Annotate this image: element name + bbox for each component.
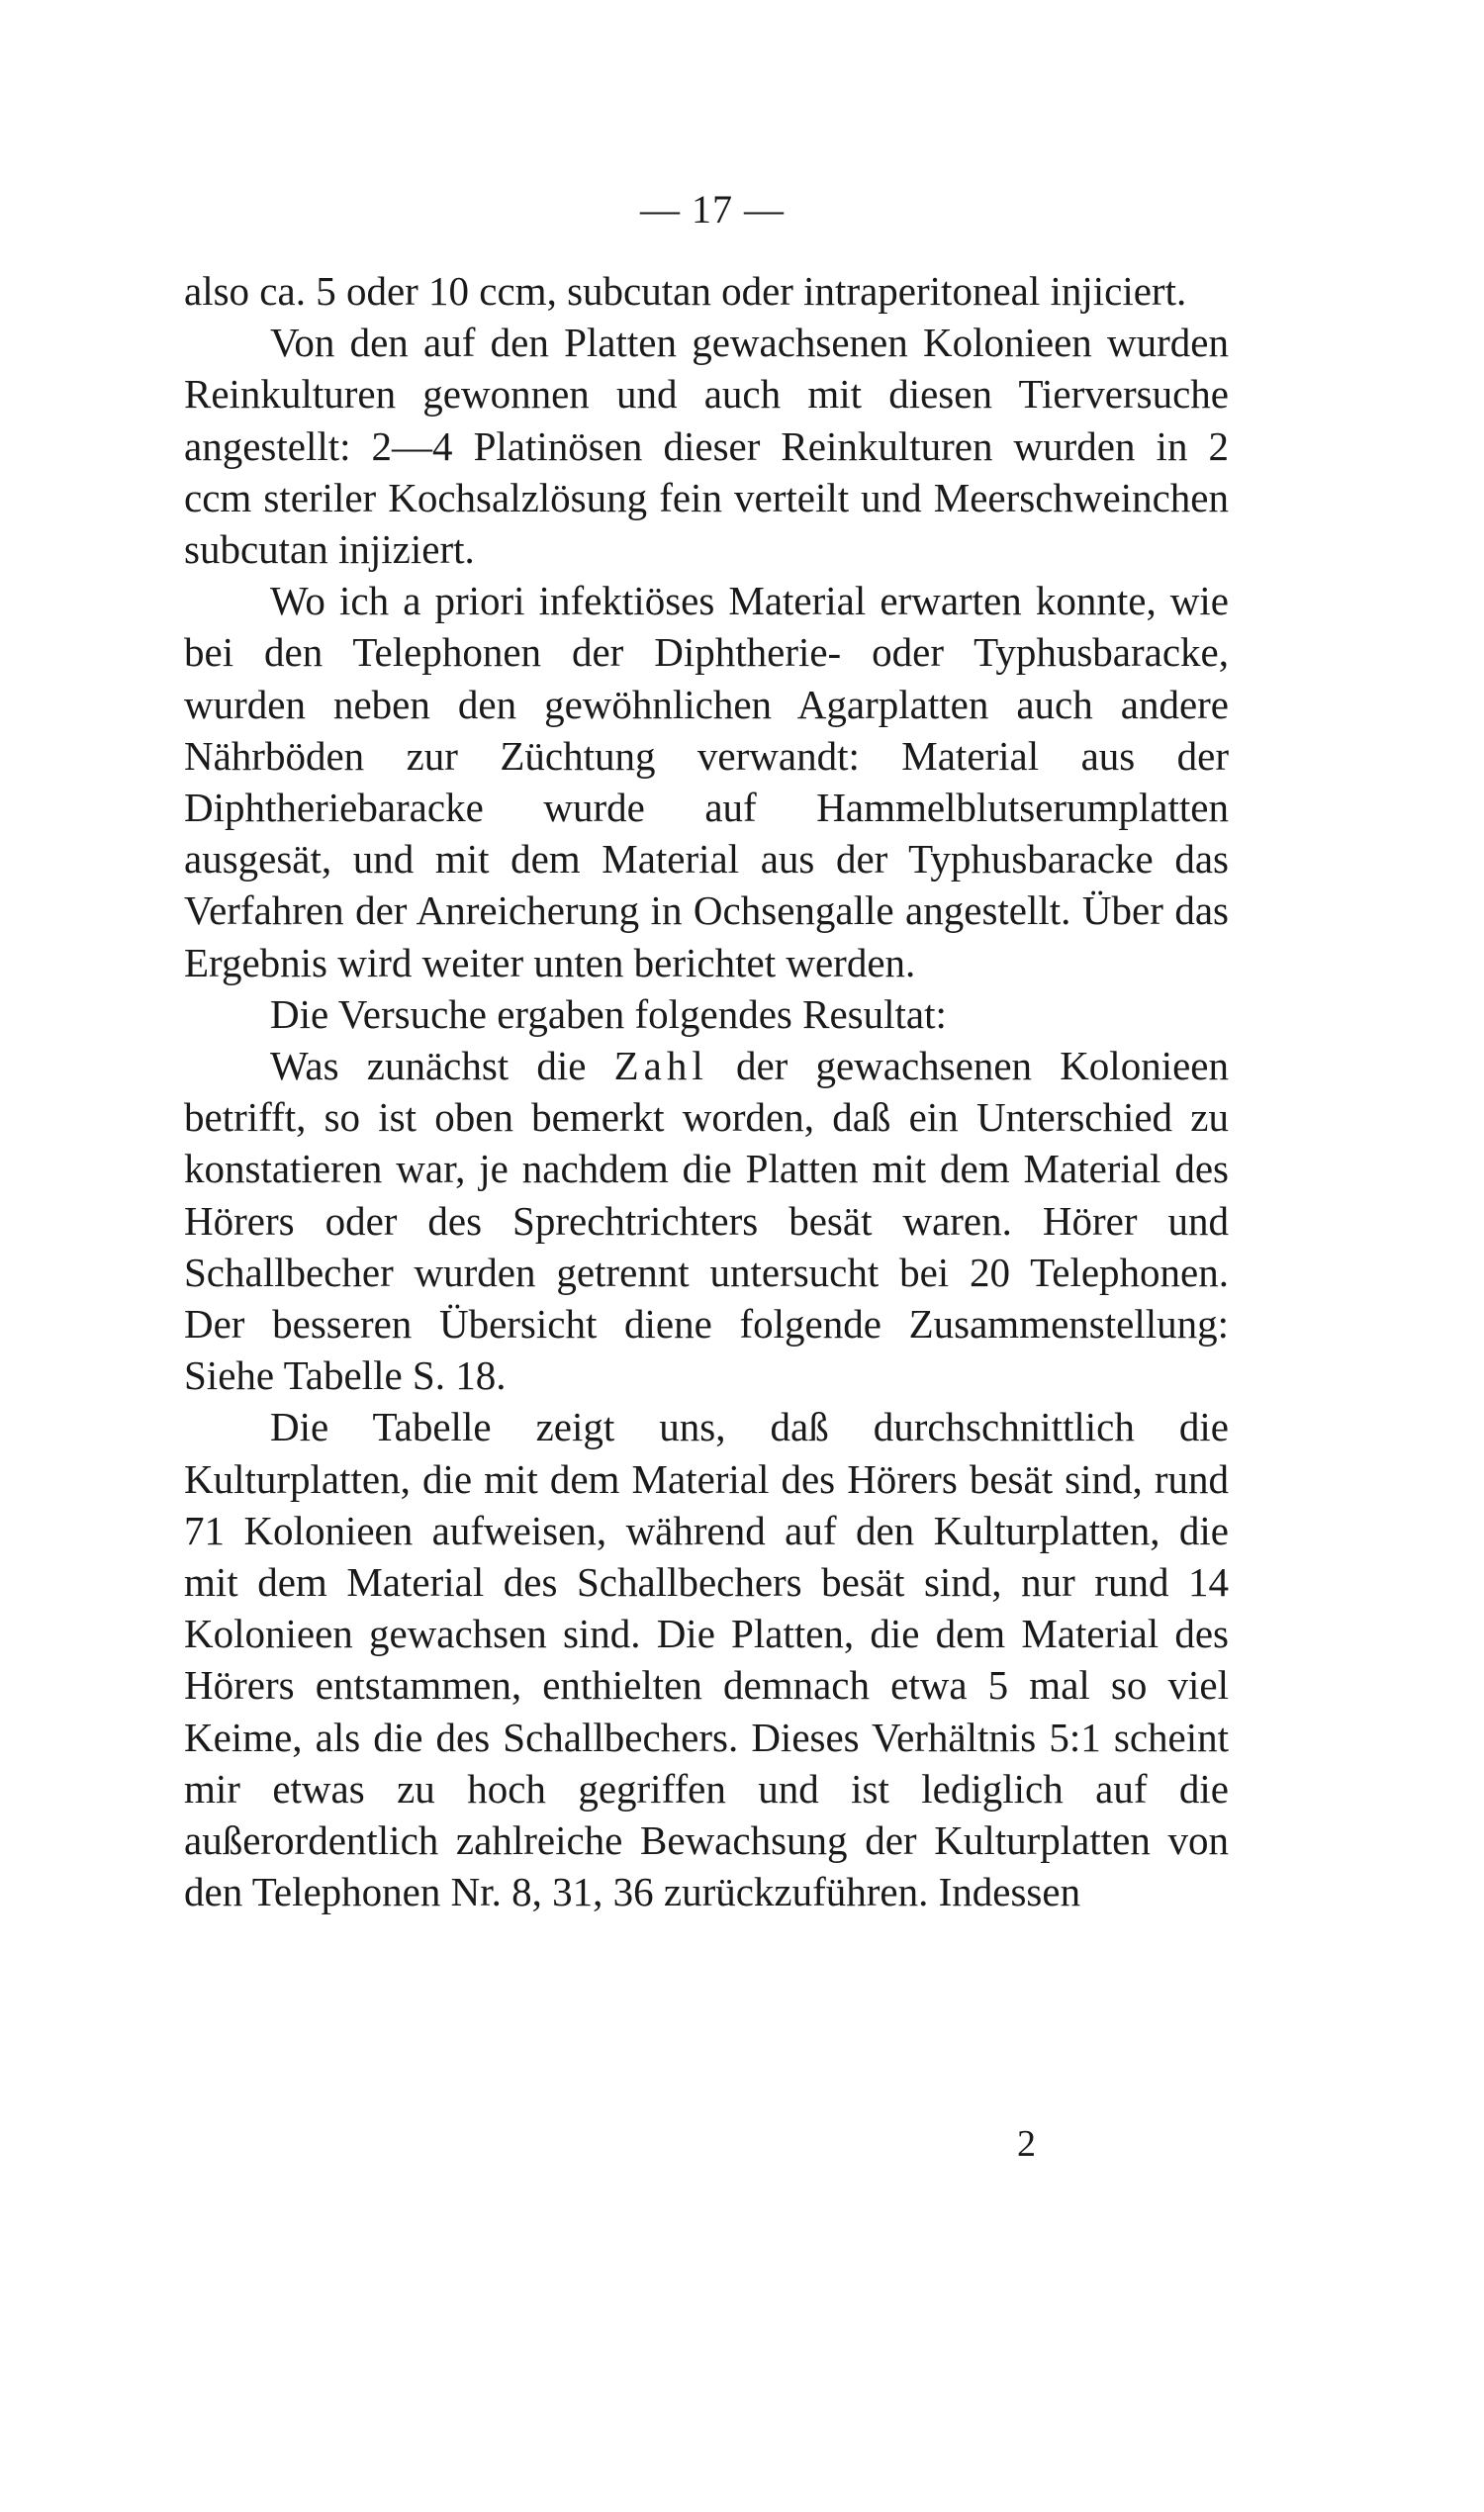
paragraph-6: Die Tabelle zeigt uns, daß durchschnittlich die Kulturplatten, die mit dem Material des Hörers besät sind, rund 71 Kolonieen aufweisen, während auf den Kulturplatten, die mit dem Material des Schallbechers besät sind, nur rund 14 Kolonieen gewachsen sind. Die Platten, die dem Material des Hörers entstammen, enthielten demnach etwa 5 mal so viel Keime, als die des Schallbechers. Dieses Verhältnis 5:1 scheint mir etwas zu hoch gegriffen und ist lediglich auf die außerordentlich zahlreiche Bewachsung der Kulturplatten von den Telephonen Nr. 8, 31, 36 zurückzuführen. Indessen	[184, 1404, 1229, 1915]
paragraph-5	[184, 1040, 1229, 1401]
paragraph-3: Wo ich a priori infektiöses Material erwarten konnte, wie bei den Telephonen der Diphtherie- oder Typhusbaracke, wurden neben den gewöhnlichen Agarplatten auch andere Nährböden zur Züchtung verwandt: Material aus der Diphtheriebaracke wurde auf Hammelblutserumplatten ausgesät, und mit dem Material aus der Typhusbaracke das Verfahren der Anreicherung in Ochsengalle angestellt. Über das Ergebnis wird weiter unten berichtet werden.	[184, 578, 1229, 985]
emphasized-word: Zahl	[613, 1043, 708, 1089]
body-text	[184, 265, 1229, 1918]
sheet-signature: 2	[1017, 2123, 1036, 2165]
paragraph-4: Die Versuche ergaben folgendes Resultat:	[270, 990, 947, 1037]
paragraph-2: Von den auf den Platten gewachsenen Kolonieen wurden Reinkulturen gewonnen und auch mit diesen Tierversuche angestellt: 2—4 Platinösen dieser Reinkulturen wurden in 2 ccm steriler Kochsalzlösung fein verteilt und Meerschweinchen subcutan injiziert.	[184, 320, 1229, 573]
paragraph-5-end: der gewachsenen Kolonieen betrifft, so ist oben bemerkt worden, daß ein Unterschied zu konstatieren war, je nachdem die Platten mit dem Material des Hörers oder des Sprechtrichters besät waren. Hörer und Schallbecher wurden getrennt untersucht bei 20 Telephonen. Der besseren Übersicht diene folgende Zusammenstellung: Siehe Tabelle S. 18.	[184, 1043, 1229, 1399]
paragraph-5-start: Was zunächst die	[270, 1043, 614, 1089]
page-number-header: — 17 —	[640, 187, 785, 232]
paragraph-1: also ca. 5 oder 10 ccm, subcutan oder intraperitoneal injiciert.	[184, 268, 1187, 314]
